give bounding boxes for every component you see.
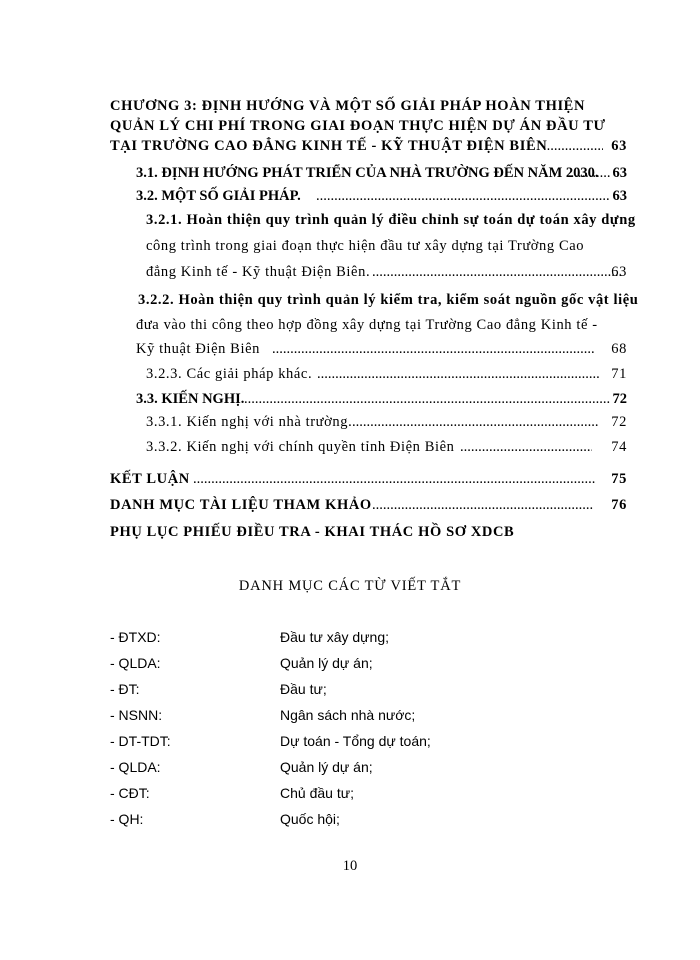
- abbreviation-definition: Quản lý dự án;: [280, 759, 373, 775]
- abbreviation-term: - CĐT:: [110, 785, 150, 801]
- toc-3-3-2-page: 74: [611, 439, 627, 455]
- toc-chapter3-title-1: CHƯƠNG 3: ĐỊNH HƯỚNG VÀ MỘT SỐ GIẢI PHÁP HOÀN THIỆN: [110, 98, 586, 114]
- toc-chapter3-title-2: QUẢN LÝ CHI PHÍ TRONG GIAI ĐOẠN THỰC HIỆN DỰ ÁN ĐẦU TƯ: [110, 118, 606, 134]
- toc-3-2-title: 3.2. MỘT SỐ GIẢI PHÁP.: [136, 188, 301, 204]
- leader-dots: [316, 186, 610, 206]
- toc-3-2-1-title-2: công trình trong giai đoạn thực hiện đầu tư xây dựng tại Trường Cao: [146, 238, 585, 254]
- toc-3-3-2-title: 3.3.2. Kiến nghị với chính quyền tỉnh Điện Biên: [146, 439, 455, 455]
- toc-3-2-3-page: 71: [611, 366, 627, 382]
- leader-dots: [372, 262, 622, 282]
- toc-3-3-1-page: 72: [611, 414, 627, 430]
- leader-dots: [460, 437, 592, 457]
- leader-dots: [244, 389, 610, 409]
- abbreviations-title: DANH MỤC CÁC TỪ VIẾT TẮT: [238, 578, 462, 594]
- leader-dots: [272, 339, 594, 359]
- leader-dots: [567, 163, 611, 183]
- toc-3-2-3-title: 3.2.3. Các giải pháp khác.: [146, 366, 313, 382]
- toc-3-2-2-title-1: 3.2.2. Hoàn thiện quy trình quản lý kiểm tra, kiểm soát nguồn gốc vật liệu: [138, 292, 639, 308]
- abbreviation-term: - QLDA:: [110, 759, 161, 775]
- toc-chapter3-title-3: TẠI TRƯỜNG CAO ĐẲNG KINH TẾ - KỸ THUẬT ĐIỆN BIÊN: [110, 138, 548, 154]
- leader-dots: [543, 136, 603, 156]
- toc-conclusion-page: 75: [611, 471, 627, 487]
- toc-3-2-2-title-2: đưa vào thi công theo hợp đồng xây dựng tại Trường Cao đẳng Kinh tế -: [136, 317, 598, 333]
- toc-3-2-page: 63: [612, 188, 627, 204]
- abbreviation-definition: Đầu tư xây dựng;: [280, 629, 390, 645]
- abbreviation-definition: Đầu tư;: [280, 681, 327, 697]
- abbreviation-definition: Dự toán - Tổng dự toán;: [280, 733, 431, 749]
- abbreviation-definition: Chủ đầu tư;: [280, 785, 354, 801]
- toc-references-title: DANH MỤC TÀI LIỆU THAM KHẢO: [110, 497, 372, 513]
- toc-3-1-title: 3.1. ĐỊNH HƯỚNG PHÁT TRIỂN CỦA NHÀ TRƯỜNG ĐẾN NĂM 2030.: [136, 165, 599, 181]
- toc-3-2-1-title-3: đẳng Kinh tế - Kỹ thuật Điện Biên.: [146, 264, 371, 280]
- abbreviation-term: - DT-TDT:: [110, 733, 171, 749]
- abbreviation-definition: Ngân sách nhà nước;: [280, 707, 416, 723]
- leader-dots: [317, 364, 599, 384]
- toc-conclusion-title: KẾT LUẬN: [110, 471, 190, 487]
- toc-3-1-page: 63: [612, 165, 627, 181]
- toc-3-2-1-page: 63: [611, 264, 627, 280]
- toc-3-2-1-title-1: 3.2.1. Hoàn thiện quy trình quản lý điều chỉnh sự toán dự toán xây dựng: [146, 212, 636, 228]
- toc-3-2-2-title-3: Kỹ thuật Điện Biên: [136, 341, 260, 357]
- toc-3-3-title: 3.3. KIẾN NGHỊ.: [136, 391, 245, 407]
- abbreviation-term: - ĐTXD:: [110, 629, 161, 645]
- abbreviation-term: - ĐT:: [110, 681, 140, 697]
- leader-dots: [352, 412, 598, 432]
- abbreviation-definition: Quản lý dự án;: [280, 655, 373, 671]
- toc-3-2-2-page: 68: [611, 341, 627, 357]
- leader-dots: [372, 495, 594, 515]
- abbreviation-term: - NSNN:: [110, 707, 163, 723]
- abbreviation-term: - QH:: [110, 811, 144, 827]
- abbreviation-term: - QLDA:: [110, 655, 161, 671]
- toc-references-page: 76: [611, 497, 627, 513]
- toc-chapter3-page: 63: [611, 138, 627, 154]
- toc-3-3-1-title: 3.3.1. Kiến nghị với nhà trường.: [146, 414, 353, 430]
- abbreviation-definition: Quốc hội;: [280, 811, 340, 827]
- page-number: 10: [342, 858, 358, 874]
- leader-dots: [193, 469, 595, 489]
- toc-3-3-page: 72: [612, 391, 627, 407]
- toc-appendix-title: PHỤ LỤC PHIẾU ĐIỀU TRA - KHAI THÁC HỒ SƠ XDCB: [110, 524, 515, 540]
